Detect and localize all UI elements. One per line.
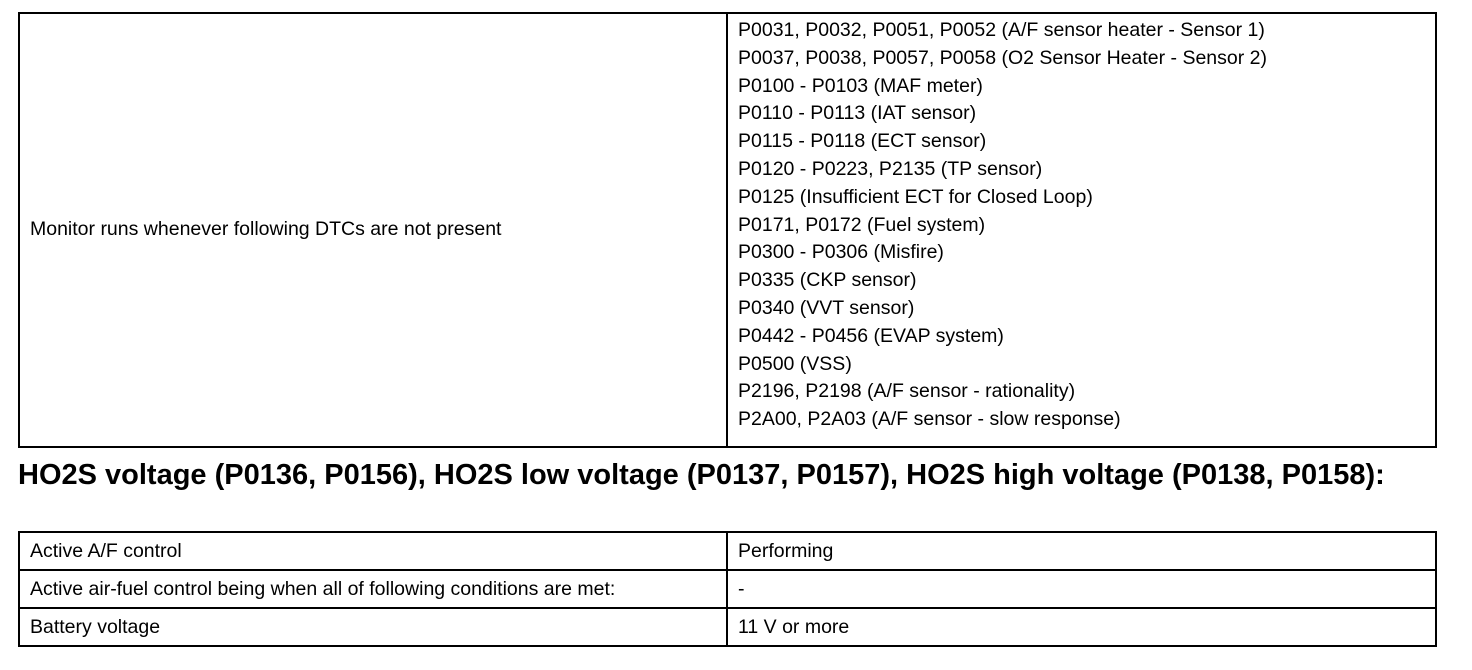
dtc-line: P0335 (CKP sensor) — [738, 269, 917, 292]
dtc-line: P0442 - P0456 (EVAP system) — [738, 324, 1004, 347]
dtc-line: P0115 - P0118 (ECT sensor) — [738, 130, 987, 153]
monitor-condition-cell: Monitor runs whenever following DTCs are not present — [19, 13, 727, 447]
dtc-line: P0125 (Insufficient ECT for Closed Loop) — [738, 185, 1093, 208]
dtc-line: P0100 - P0103 (MAF meter) — [738, 74, 983, 97]
table-row — [19, 608, 1436, 646]
value-cell: - — [727, 570, 1436, 608]
section-heading: HO2S voltage (P0136, P0156), HO2S low voltage (P0137, P0157), HO2S high voltage (P0138, P0158): — [18, 459, 1385, 491]
dtc-line: P0300 - P0306 (Misfire) — [738, 241, 944, 264]
dtc-line: P0110 - P0113 (IAT sensor) — [738, 102, 977, 125]
table-row — [19, 532, 1436, 570]
dtc-line: P0340 (VVT sensor) — [738, 296, 915, 319]
dtc-prerequisite-table — [18, 12, 1437, 448]
condition-cell: Active A/F control — [19, 532, 727, 570]
dtc-line: P0037, P0038, P0057, P0058 (O2 Sensor Heater - Sensor 2) — [738, 46, 1267, 69]
dtc-line: P0120 - P0223, P2135 (TP sensor) — [738, 157, 1043, 180]
condition-cell: Active air-fuel control being when all of following conditions are met: — [19, 570, 727, 608]
dtc-line: P0500 (VSS) — [738, 352, 852, 375]
dtc-list-cell — [727, 13, 1436, 447]
value-cell: 11 V or more — [727, 608, 1436, 646]
condition-cell: Battery voltage — [19, 608, 727, 646]
table-row — [19, 13, 1436, 447]
table-row — [19, 570, 1436, 608]
dtc-line: P0171, P0172 (Fuel system) — [738, 213, 986, 236]
conditions-table — [18, 531, 1437, 647]
dtc-line: P2196, P2198 (A/F sensor - rationality) — [738, 380, 1076, 403]
value-cell: Performing — [727, 532, 1436, 570]
dtc-line: P2A00, P2A03 (A/F sensor - slow response) — [738, 408, 1121, 431]
dtc-line: P0031, P0032, P0051, P0052 (A/F sensor heater - Sensor 1) — [738, 19, 1265, 41]
